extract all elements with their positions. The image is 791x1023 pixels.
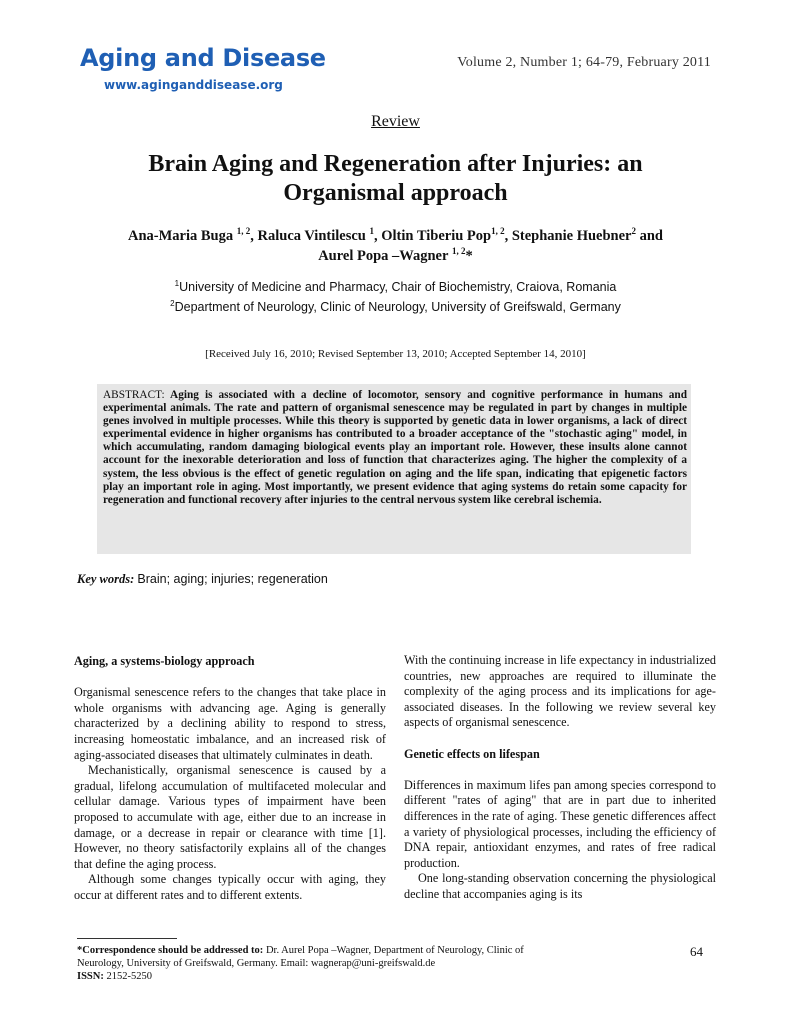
author-list: [80, 226, 711, 266]
author-affiliation-marker: 2: [631, 226, 636, 236]
body-paragraph: Differences in maximum lifes pan among species correspond to different "rates of aging" that are in part due to inherited differences in the rate of aging. These genetic differences affect a variety of physiological processes, including the efficiency of DNA repair, antioxidant enzymes, and rates of free radical production.: [404, 777, 716, 870]
issn-label: ISSN:: [77, 971, 104, 982]
correspondence-label: *Correspondence should be addressed to:: [77, 945, 264, 956]
volume-info: Volume 2, Number 1; 64-79, February 2011: [457, 55, 711, 70]
author-separator: ,: [373, 228, 382, 244]
issn-value: 2152-5250: [103, 971, 152, 982]
body-paragraph: Organismal senescence refers to the changes that take place in whole organisms with advancing age. Aging is generally characterized by a declining ability to respond to stress, increasing homeostatic imbalance, and an increased risk of aging-associated diseases that ultimately culminates in death.: [74, 685, 386, 762]
article-type-label: Review: [371, 113, 420, 130]
abstract-box: [97, 384, 691, 554]
affiliation-marker: 2: [170, 299, 175, 308]
abstract-text: Aging is associated with a decline of locomotor, sensory and cognitive performance in humans and experimental animals. The rate and pattern of organismal senescence may be regulated in part by changes in multiple genes involved in multiple processes. While this theory is supported by genetic data in lower organisms, a lack of direct experimental evidence in higher organisms has contributed to a broader acceptance of the "stochastic aging" model, in which accumulating, random damaging biological events play an important role. However, these insults alone cannot account for the inexorable deterioration and loss of function that characterizes aging. The higher the complexity of a system, the less obvious is the effect of genetic regulation on aging and the life span, indicating that epigenetic factors play an important role in aging. Most importantly, we present evidence that aging systems do retain some capacity for regeneration and functional recovery after injuries to the central nervous system like cerebral ischemia.: [103, 389, 687, 506]
author-name: Ana-Maria Buga: [128, 228, 234, 244]
author-separator: and: [635, 228, 663, 244]
correspondence-text: Dr. Aurel Popa –Wagner, Department of Neurology, Clinic of Neurology, University of Greifswald, Germany. Email: wagnerap@uni-greifswald.de: [77, 945, 524, 969]
affiliation-text: University of Medicine and Pharmacy, Chair of Biochemistry, Craiova, Romania: [179, 280, 617, 294]
body-paragraph: Mechanistically, organismal senescence is caused by a gradual, lifelong accumulation of multifaceted molecular and cellular damage. Various types of impairment have been proposed to accumulate with age, either due to an increase in damage, or a decrease in repair or clearance with time [1]. However, no theory satisfactorily explains all of the changes that define the aging process.: [74, 763, 386, 871]
body-paragraph: With the continuing increase in life expectancy in industrialized countries, new approaches are required to illuminate the complexity of the aging process and its implications for age-associated diseases. In the following we review several key aspects of organismal senescence.: [404, 653, 716, 730]
journal-logo-title: Aging and Disease: [80, 44, 326, 72]
affiliation-2: [80, 300, 711, 314]
received-dates: [Received July 16, 2010; Revised September 13, 2010; Accepted September 14, 2010]: [205, 348, 586, 360]
author-affiliation-marker: 1, 2: [491, 226, 505, 236]
author-separator: ,: [504, 228, 512, 244]
article-title-line-2: Organismal approach: [283, 180, 508, 206]
section-heading: Aging, a systems-biology approach: [74, 654, 255, 668]
article-title: [80, 150, 711, 208]
footnote-divider: [77, 938, 177, 939]
affiliation-marker: 1: [174, 279, 180, 288]
author-affiliation-marker: 1: [369, 226, 374, 236]
affiliation-text: Department of Neurology, Clinic of Neurology, University of Greifswald, Germany: [174, 300, 621, 314]
affiliation-1: [80, 280, 711, 294]
keywords-value: Brain; aging; injuries; regeneration: [137, 572, 328, 586]
article-title-line-1: Brain Aging and Regeneration after Injuries: an: [148, 151, 643, 177]
abstract-label: ABSTRACT:: [103, 389, 165, 401]
author-name: Aurel Popa –Wagner: [318, 248, 449, 264]
keywords-label: Key words:: [77, 572, 135, 586]
author-separator: ,: [250, 228, 258, 244]
body-paragraph: Although some changes typically occur with aging, they occur at different rates and to different extents.: [74, 872, 386, 902]
journal-url[interactable]: www.aginganddisease.org: [104, 78, 283, 92]
author-affiliation-marker: 1, 2: [236, 226, 251, 236]
author-name: Oltin Tiberiu Pop: [381, 228, 492, 244]
body-column-left: [74, 654, 386, 904]
correspondence-footnote: [77, 944, 557, 983]
author-affiliation-marker: 1, 2: [452, 246, 466, 256]
corresponding-author-marker: *: [465, 248, 473, 264]
author-name: Raluca Vintilescu: [257, 228, 366, 244]
section-heading: Genetic effects on lifespan: [404, 746, 540, 761]
author-name: Stephanie Huebner: [511, 228, 632, 244]
body-paragraph: One long-standing observation concerning the physiological decline that accompanies aging is its: [404, 871, 716, 901]
body-column-right: [404, 653, 716, 903]
page-number: 64: [690, 944, 703, 959]
keywords: [77, 572, 328, 587]
